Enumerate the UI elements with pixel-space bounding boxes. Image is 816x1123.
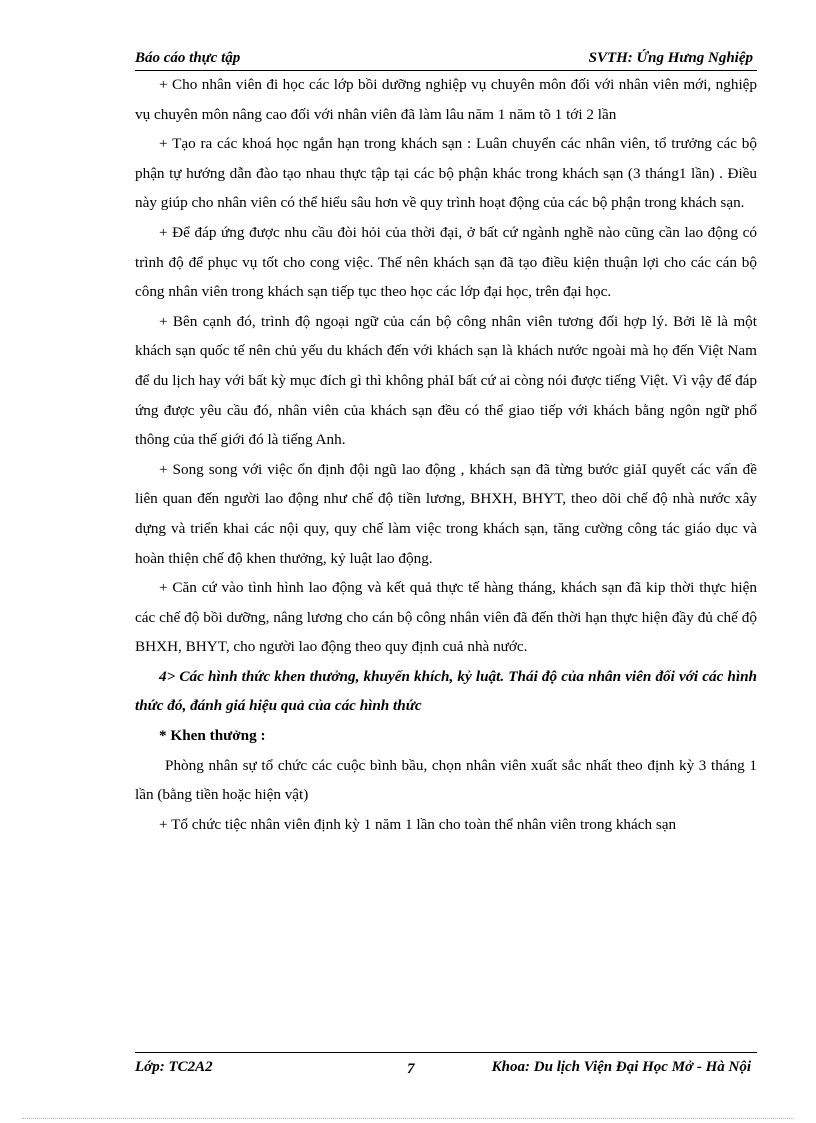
paragraph-training-courses: + Cho nhân viên đi học các lớp bồi dưỡng nghiệp vụ chuyên môn đối với nhân viên mới, nghiệp vụ chuyên môn nâng cao đối với nhân viên đã làm lâu năm 1 năm tõ 1 tới 2 lần [135, 76, 757, 123]
page-number: 7 [407, 1061, 415, 1077]
footer-class: Lớp: TC2A2 [135, 1059, 213, 1075]
page-content [135, 70, 757, 839]
page-header [135, 48, 757, 71]
page-footer [135, 1052, 757, 1083]
paragraph-salary-policy: + Căn cứ vào tình hình lao động và kết quả thực tế hàng tháng, khách sạn đã kip thời thực hiện các chế độ bồi dưỡng, nâng lương cho cán bộ công nhân viên đã đến thời hạn thực hiện đầy đủ chế độ BHXH, BHYT, cho người lao động theo quy định cuả nhà nước. [135, 579, 757, 656]
paragraph-voting: Phòng nhân sự tổ chức các cuộc bình bầu, chọn nhân viên xuất sắc nhất theo định kỳ 3 tháng 1 lần (bằng tiền hoặc hiện vật) [135, 756, 757, 804]
paragraph-education-support: + Để đáp ứng được nhu cầu đòi hỏi của thời đại, ở bất cứ ngành nghề nào cũng cần lao động có trình độ để phục vụ tốt cho cong việc. Thế nên khách sạn đã tạo điều kiện thuận lợi cho các cán bộ công nhân viên trong khách sạn tiếp tục theo học các lớp đại học, trên đại học. [135, 223, 757, 301]
paragraph-staff-party: + Tổ chức tiệc nhân viên định kỳ 1 năm 1 lần cho toàn thể nhân viên trong khách sạn [159, 815, 677, 833]
footer-faculty: Khoa: Du lịch Viện Đại Học Mở - Hà Nội [491, 1059, 751, 1075]
paragraph-short-courses: + Tạo ra các khoá học ngắn hạn trong khách sạn : Luân chuyển các nhân viên, tổ trưởng các bộ phận tự hướng dẫn đào tạo nhau thực tập tại các bộ phận khác trong khách sạn (3 tháng1 lần) . Điều này giúp cho nhân viên có thể hiểu sâu hơn về quy trình hoạt động của các bộ phận trong khách sạn. [135, 135, 757, 212]
section-heading: 4> Các hình thức khen thưởng, khuyến khích, kỷ luật. Thái độ của nhân viên đối với các hình thức đó, đánh giá hiệu quả của các hình thức [135, 667, 757, 715]
header-student-name: SVTH: Ứng Hưng Nghiệp [588, 50, 753, 66]
header-report-title: Báo cáo thực tập [135, 50, 241, 66]
paragraph-foreign-language: + Bên cạnh đó, trình độ ngoại ngữ của cán bộ công nhân viên tương đối hợp lý. Bởi lẽ là một khách sạn quốc tế nên chủ yếu du khách đến với khách sạn là khách nước ngoài mà họ đến Việt Nam để du lịch hay với bất kỳ mục đích gì thì không phảI bất cứ ai còng nói được tiếng Việt. Vì vậy để đáp ứng được yêu cầu đó, nhân viên của khách sạn đều có thể giao tiếp với khách bằng ngôn ngữ phổ thông của thế giới đó là tiếng Anh. [135, 312, 757, 449]
page-bottom-divider [22, 1118, 794, 1119]
paragraph-labor-policy: + Song song với việc ổn định đội ngũ lao động , khách sạn đã từng bước giảI quyết các vấn đề liên quan đến người lao động như chế độ tiền lương, BHXH, BHYT, theo dõi chế độ nhà nước xây dựng và triển khai các nội quy, quy chế làm việc trong khách sạn, tăng cường công tác giáo dục và hoàn thiện chế độ khen thưởng, kỷ luật lao động. [135, 460, 757, 567]
sub-heading-rewards: * Khen thưởng : [159, 727, 266, 745]
